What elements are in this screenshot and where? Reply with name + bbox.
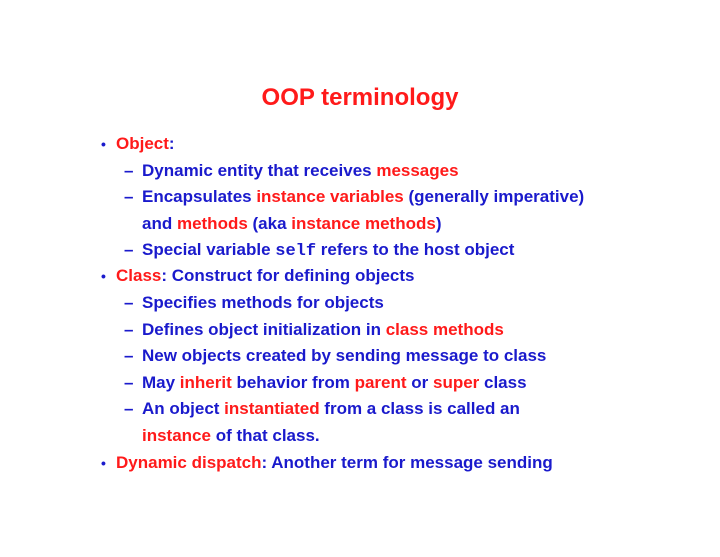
close-paren: ) (435, 214, 442, 233)
and-text: and (142, 214, 177, 233)
dash-icon: – (124, 373, 134, 392)
or-text: or (406, 373, 433, 392)
object-heading (116, 134, 175, 154)
dash-icon: – (124, 346, 134, 365)
behavior-from-text: behavior from (231, 373, 355, 392)
instance-methods-term: instance methods (291, 214, 436, 233)
methods-term: methods (176, 214, 248, 233)
dash-icon: – (124, 187, 134, 206)
encapsulates-line (142, 187, 584, 207)
instance-variables-term: instance variables (256, 187, 404, 206)
slide-title: OOP terminology (261, 84, 459, 111)
dispatch-heading (116, 453, 553, 473)
dynamic-entity-line (142, 161, 459, 181)
self-code: self (275, 242, 317, 261)
defines-line (142, 320, 504, 340)
special-variable-text: Special variable (142, 240, 276, 259)
specifies-line: Specifies methods for objects (142, 293, 384, 312)
an-object-text: An object (142, 399, 225, 418)
term-class: Class (116, 266, 162, 285)
colon: : (168, 134, 175, 153)
inherit-term: inherit (179, 373, 232, 392)
from-class-text: from a class is called an (319, 399, 520, 418)
new-objects-line: New objects created by sending message to class (142, 346, 547, 365)
dash-icon: – (124, 293, 134, 312)
instantiated-term: instantiated (224, 399, 320, 418)
bullet-icon: • (101, 268, 106, 284)
dash-icon: – (124, 320, 134, 339)
encapsulates-text: Encapsulates (142, 187, 257, 206)
dash-icon: – (124, 399, 134, 418)
parent-term: parent (354, 373, 407, 392)
class-text: class (479, 373, 527, 392)
bullet-icon: • (101, 455, 106, 471)
defines-text: Defines object initialization in (142, 320, 386, 339)
an-object-cont-line (142, 426, 320, 446)
term-dynamic-dispatch: Dynamic dispatch (116, 453, 262, 472)
encapsulates-cont-line (142, 214, 442, 234)
dash-icon: – (124, 161, 134, 180)
instance-term: instance (142, 426, 211, 445)
imperative-text: (generally imperative) (403, 187, 585, 206)
class-definition: : Construct for defining objects (161, 266, 415, 285)
of-that-class-text: of that class. (210, 426, 320, 445)
dynamic-entity-text: Dynamic entity that receives (142, 161, 377, 180)
aka-text: (aka (247, 214, 292, 233)
may-text: May (142, 373, 180, 392)
messages-term: messages (376, 161, 459, 180)
host-object-text: refers to the host object (316, 240, 515, 259)
super-term: super (432, 373, 480, 392)
dash-icon: – (124, 240, 134, 259)
term-object: Object (116, 134, 169, 153)
class-methods-term: class methods (385, 320, 504, 339)
dispatch-definition: : Another term for message sending (261, 453, 553, 472)
may-inherit-line (142, 373, 527, 393)
bullet-icon: • (101, 136, 106, 152)
class-heading (116, 266, 414, 286)
special-variable-line (142, 240, 514, 262)
an-object-line (142, 399, 520, 419)
